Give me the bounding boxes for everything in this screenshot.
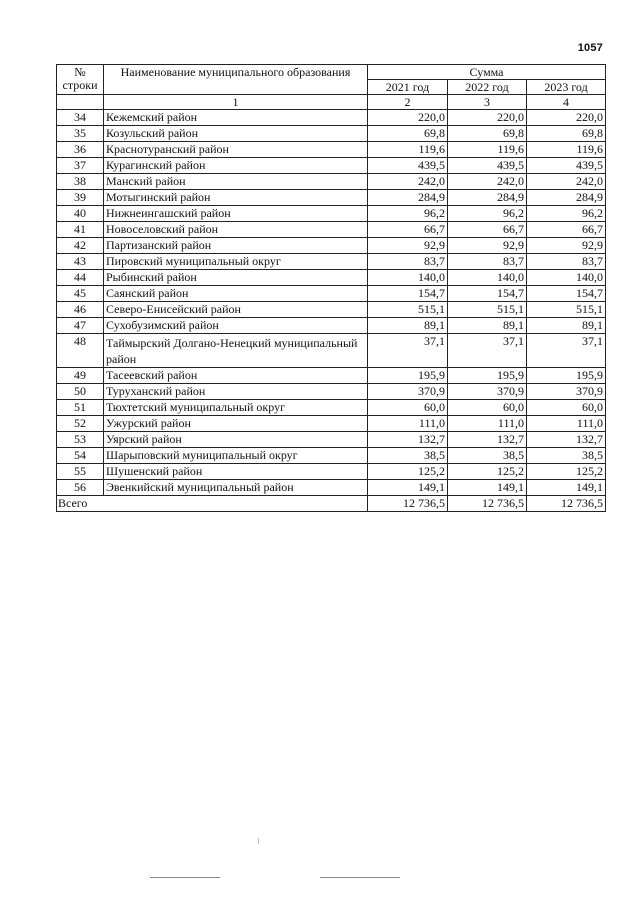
table-row (57, 334, 606, 368)
municipality-name: Кежемский район (104, 110, 368, 126)
municipality-name: Эвенкийский муниципальный район (104, 480, 368, 496)
value-2023: 242,0 (527, 174, 606, 190)
value-2022: 37,1 (448, 334, 527, 368)
total-2023: 12 736,5 (527, 496, 606, 512)
total-label: Всего (57, 496, 368, 512)
value-2021: 111,0 (368, 416, 448, 432)
row-number: 36 (57, 142, 104, 158)
value-2022: 195,9 (448, 368, 527, 384)
row-number: 35 (57, 126, 104, 142)
row-number: 49 (57, 368, 104, 384)
value-2022: 96,2 (448, 206, 527, 222)
value-2021: 439,5 (368, 158, 448, 174)
table-row (57, 238, 606, 254)
row-number: 38 (57, 174, 104, 190)
value-2023: 60,0 (527, 400, 606, 416)
row-number: 34 (57, 110, 104, 126)
municipality-name: Тюхтетский муниципальный округ (104, 400, 368, 416)
municipality-name: Ужурский район (104, 416, 368, 432)
value-2023: 125,2 (527, 464, 606, 480)
value-2023: 111,0 (527, 416, 606, 432)
table-row (57, 448, 606, 464)
municipality-name: Шарыповский муниципальный округ (104, 448, 368, 464)
table-row (57, 142, 606, 158)
table-row (57, 416, 606, 432)
total-2021: 12 736,5 (368, 496, 448, 512)
row-number-header: № строки (57, 65, 104, 95)
total-2022: 12 736,5 (448, 496, 527, 512)
table-row (57, 302, 606, 318)
municipality-name: Уярский район (104, 432, 368, 448)
row-number: 51 (57, 400, 104, 416)
value-2023: 439,5 (527, 158, 606, 174)
column-index-blank (57, 95, 104, 110)
value-2021: 37,1 (368, 334, 448, 368)
row-number: 52 (57, 416, 104, 432)
table-row (57, 270, 606, 286)
value-2021: 69,8 (368, 126, 448, 142)
row-number: 39 (57, 190, 104, 206)
column-index-1: 1 (104, 95, 368, 110)
row-number: 41 (57, 222, 104, 238)
table-row (57, 286, 606, 302)
municipality-name: Краснотуранский район (104, 142, 368, 158)
municipality-name: Курагинский район (104, 158, 368, 174)
municipality-name: Нижнеингашский район (104, 206, 368, 222)
municipality-name: Партизанский район (104, 238, 368, 254)
municipality-name: Саянский район (104, 286, 368, 302)
year-2022-header: 2022 год (448, 80, 527, 95)
value-2022: 132,7 (448, 432, 527, 448)
value-2023: 37,1 (527, 334, 606, 368)
value-2023: 284,9 (527, 190, 606, 206)
value-2022: 284,9 (448, 190, 527, 206)
value-2023: 89,1 (527, 318, 606, 334)
municipality-name: Шушенский район (104, 464, 368, 480)
value-2022: 60,0 (448, 400, 527, 416)
municipality-name: Рыбинский район (104, 270, 368, 286)
value-2022: 439,5 (448, 158, 527, 174)
row-number: 45 (57, 286, 104, 302)
municipality-name: Тасеевский район (104, 368, 368, 384)
value-2021: 89,1 (368, 318, 448, 334)
table-row (57, 318, 606, 334)
page-number: 1057 (577, 42, 603, 54)
value-2021: 515,1 (368, 302, 448, 318)
value-2022: 92,9 (448, 238, 527, 254)
table-row (57, 480, 606, 496)
value-2021: 284,9 (368, 190, 448, 206)
value-2022: 119,6 (448, 142, 527, 158)
header-row-top (57, 65, 606, 80)
municipality-name: Сухобузимский район (104, 318, 368, 334)
value-2021: 154,7 (368, 286, 448, 302)
value-2022: 242,0 (448, 174, 527, 190)
value-2021: 92,9 (368, 238, 448, 254)
total-row (57, 496, 606, 512)
value-2023: 96,2 (527, 206, 606, 222)
table-row (57, 384, 606, 400)
value-2022: 154,7 (448, 286, 527, 302)
value-2021: 38,5 (368, 448, 448, 464)
scan-mark (258, 838, 259, 844)
row-number: 46 (57, 302, 104, 318)
value-2023: 92,9 (527, 238, 606, 254)
municipality-name: Козульский район (104, 126, 368, 142)
column-index-4: 4 (527, 95, 606, 110)
table-row (57, 432, 606, 448)
value-2023: 149,1 (527, 480, 606, 496)
year-2023-header: 2023 год (527, 80, 606, 95)
municipality-name: Манский район (104, 174, 368, 190)
row-number: 54 (57, 448, 104, 464)
value-2023: 154,7 (527, 286, 606, 302)
municipality-name: Туруханский район (104, 384, 368, 400)
row-number: 53 (57, 432, 104, 448)
municipality-name: Северо-Енисейский район (104, 302, 368, 318)
value-2022: 220,0 (448, 110, 527, 126)
row-number: 55 (57, 464, 104, 480)
sum-header: Сумма (368, 65, 606, 80)
footer-rule-right (320, 877, 400, 878)
value-2022: 66,7 (448, 222, 527, 238)
table-row (57, 464, 606, 480)
value-2021: 66,7 (368, 222, 448, 238)
budget-table (56, 64, 606, 512)
table-row (57, 190, 606, 206)
footer-rule-left (150, 877, 220, 878)
year-2021-header: 2021 год (368, 80, 448, 95)
value-2021: 242,0 (368, 174, 448, 190)
value-2021: 149,1 (368, 480, 448, 496)
row-number: 47 (57, 318, 104, 334)
column-index-2: 2 (368, 95, 448, 110)
value-2023: 515,1 (527, 302, 606, 318)
value-2021: 132,7 (368, 432, 448, 448)
value-2023: 195,9 (527, 368, 606, 384)
column-index-3: 3 (448, 95, 527, 110)
value-2021: 195,9 (368, 368, 448, 384)
value-2022: 515,1 (448, 302, 527, 318)
value-2021: 96,2 (368, 206, 448, 222)
value-2022: 89,1 (448, 318, 527, 334)
row-number: 37 (57, 158, 104, 174)
municipality-name: Мотыгинский район (104, 190, 368, 206)
value-2023: 370,9 (527, 384, 606, 400)
value-2022: 149,1 (448, 480, 527, 496)
value-2021: 83,7 (368, 254, 448, 270)
value-2023: 38,5 (527, 448, 606, 464)
value-2023: 66,7 (527, 222, 606, 238)
value-2022: 370,9 (448, 384, 527, 400)
table-row (57, 110, 606, 126)
value-2021: 140,0 (368, 270, 448, 286)
row-number: 40 (57, 206, 104, 222)
municipality-name-header: Наименование муниципального образования (104, 65, 368, 95)
row-number: 48 (57, 334, 104, 368)
value-2021: 370,9 (368, 384, 448, 400)
value-2022: 140,0 (448, 270, 527, 286)
table-row (57, 254, 606, 270)
value-2022: 69,8 (448, 126, 527, 142)
value-2021: 125,2 (368, 464, 448, 480)
row-number: 50 (57, 384, 104, 400)
row-number: 42 (57, 238, 104, 254)
table-row (57, 400, 606, 416)
table-row (57, 158, 606, 174)
value-2021: 60,0 (368, 400, 448, 416)
value-2023: 119,6 (527, 142, 606, 158)
value-2022: 83,7 (448, 254, 527, 270)
value-2023: 140,0 (527, 270, 606, 286)
value-2021: 220,0 (368, 110, 448, 126)
municipality-name: Таймырский Долгано-Ненецкий муниципальный район (104, 334, 368, 368)
municipality-name: Новоселовский район (104, 222, 368, 238)
value-2023: 220,0 (527, 110, 606, 126)
value-2023: 69,8 (527, 126, 606, 142)
value-2022: 111,0 (448, 416, 527, 432)
table-row (57, 368, 606, 384)
table-row (57, 206, 606, 222)
table-row (57, 126, 606, 142)
value-2021: 119,6 (368, 142, 448, 158)
municipality-name: Пировский муниципальный округ (104, 254, 368, 270)
table-body (57, 110, 606, 496)
value-2023: 83,7 (527, 254, 606, 270)
row-number: 43 (57, 254, 104, 270)
row-number: 44 (57, 270, 104, 286)
value-2022: 125,2 (448, 464, 527, 480)
value-2023: 132,7 (527, 432, 606, 448)
table-row (57, 174, 606, 190)
row-number: 56 (57, 480, 104, 496)
table-row (57, 222, 606, 238)
value-2022: 38,5 (448, 448, 527, 464)
column-index-row (57, 95, 606, 110)
